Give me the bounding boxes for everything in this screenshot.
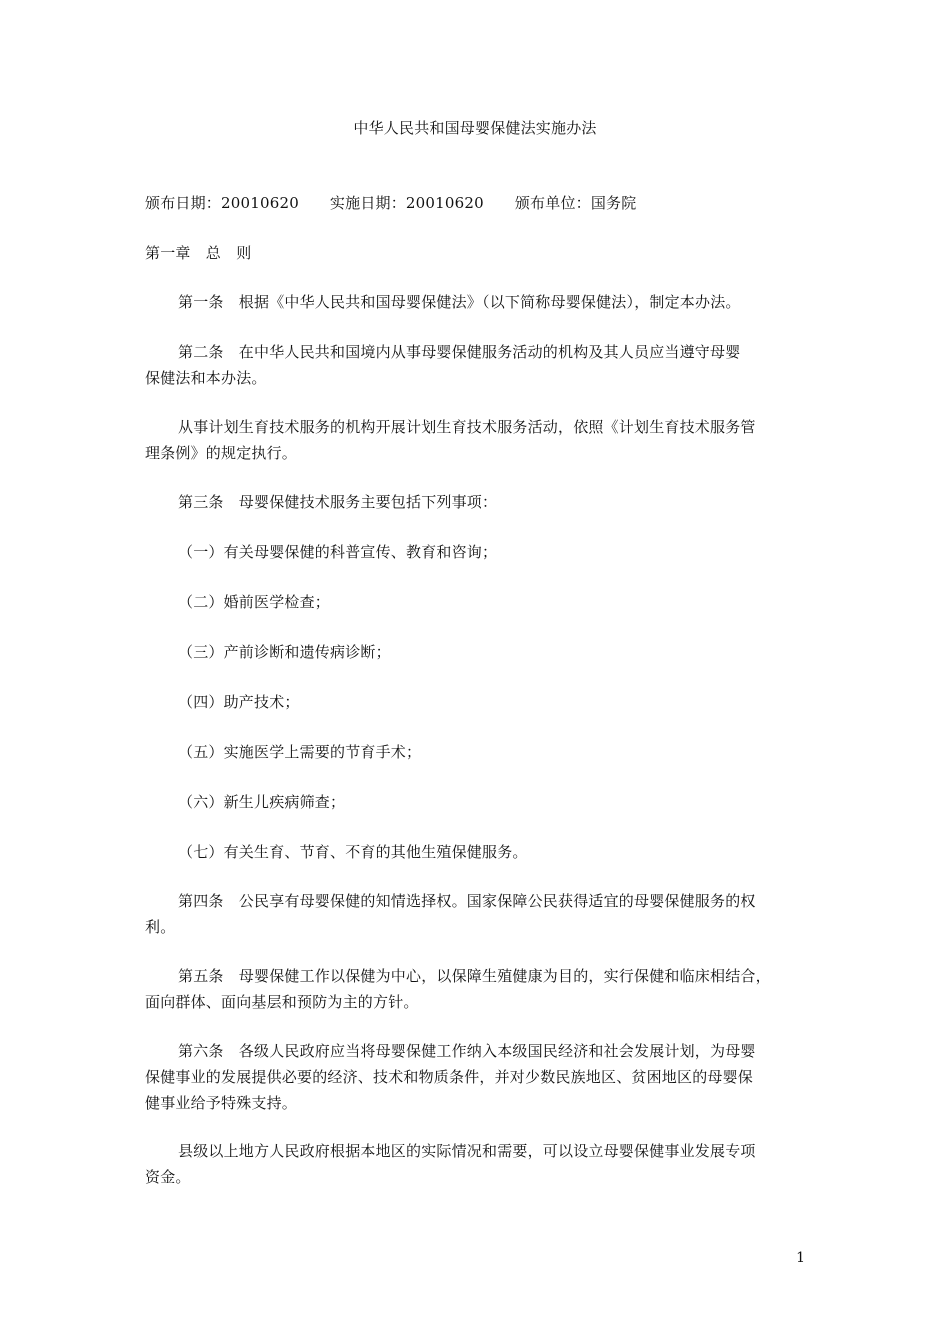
article-2-para-2-line-2: 理条例》的规定执行。 xyxy=(145,444,298,462)
article-2-line-2: 保健法和本办法。 xyxy=(145,369,267,387)
article-3-item-1: （一）有关母婴保健的科普宣传、教育和咨询； xyxy=(178,543,498,561)
effective-date: 实施日期：20010620 xyxy=(329,194,484,212)
article-4-line-1: 第四条 公民享有母婴保健的知情选择权。国家保障公民获得适宜的母婴保健服务的权 xyxy=(178,892,756,910)
article-6-line-1: 第六条 各级人民政府应当将母婴保健工作纳入本级国民经济和社会发展计划，为母婴 xyxy=(178,1042,756,1060)
article-3-item-3: （三）产前诊断和遗传病诊断； xyxy=(178,643,391,661)
article-3-item-4: （四）助产技术； xyxy=(178,693,300,711)
article-3-item-6: （六）新生儿疾病筛查； xyxy=(178,793,346,811)
article-4-line-2: 利。 xyxy=(145,918,176,936)
article-5-line-2: 面向群体、面向基层和预防为主的方针。 xyxy=(145,993,419,1011)
document-meta xyxy=(145,194,662,212)
article-2-para-2-line-1: 从事计划生育技术服务的机构开展计划生育技术服务活动，依照《计划生育技术服务管 xyxy=(178,418,756,436)
article-6-line-2: 保健事业的发展提供必要的经济、技术和物质条件，并对少数民族地区、贫困地区的母婴保 xyxy=(145,1068,754,1086)
publish-date: 颁布日期：20010620 xyxy=(145,194,299,212)
article-3-line-1: 第三条 母婴保健技术服务主要包括下列事项： xyxy=(178,493,498,511)
article-6-para-2-line-1: 县级以上地方人民政府根据本地区的实际情况和需要，可以设立母婴保健事业发展专项 xyxy=(178,1142,756,1160)
article-2-line-1: 第二条 在中华人民共和国境内从事母婴保健服务活动的机构及其人员应当遵守母婴 xyxy=(178,343,741,361)
article-3-item-5: （五）实施医学上需要的节育手术； xyxy=(178,743,422,761)
article-1-line-1: 第一条 根据《中华人民共和国母婴保健法》（以下简称母婴保健法），制定本办法。 xyxy=(178,293,741,311)
article-6-para-2-line-2: 资金。 xyxy=(145,1168,191,1186)
issuer: 颁布单位：国务院 xyxy=(514,194,637,212)
chapter-heading: 第一章 总 则 xyxy=(145,244,252,262)
article-6-line-3: 健事业给予特殊支持。 xyxy=(145,1094,298,1112)
article-3-item-7: （七）有关生育、节育、不育的其他生殖保健服务。 xyxy=(178,843,528,861)
page-number: 1 xyxy=(796,1250,805,1266)
document-title: 中华人民共和国母婴保健法实施办法 xyxy=(353,119,597,137)
article-3-item-2: （二）婚前医学检查； xyxy=(178,593,331,611)
article-5-line-1: 第五条 母婴保健工作以保健为中心，以保障生殖健康为目的，实行保健和临床相结合， xyxy=(178,967,771,985)
